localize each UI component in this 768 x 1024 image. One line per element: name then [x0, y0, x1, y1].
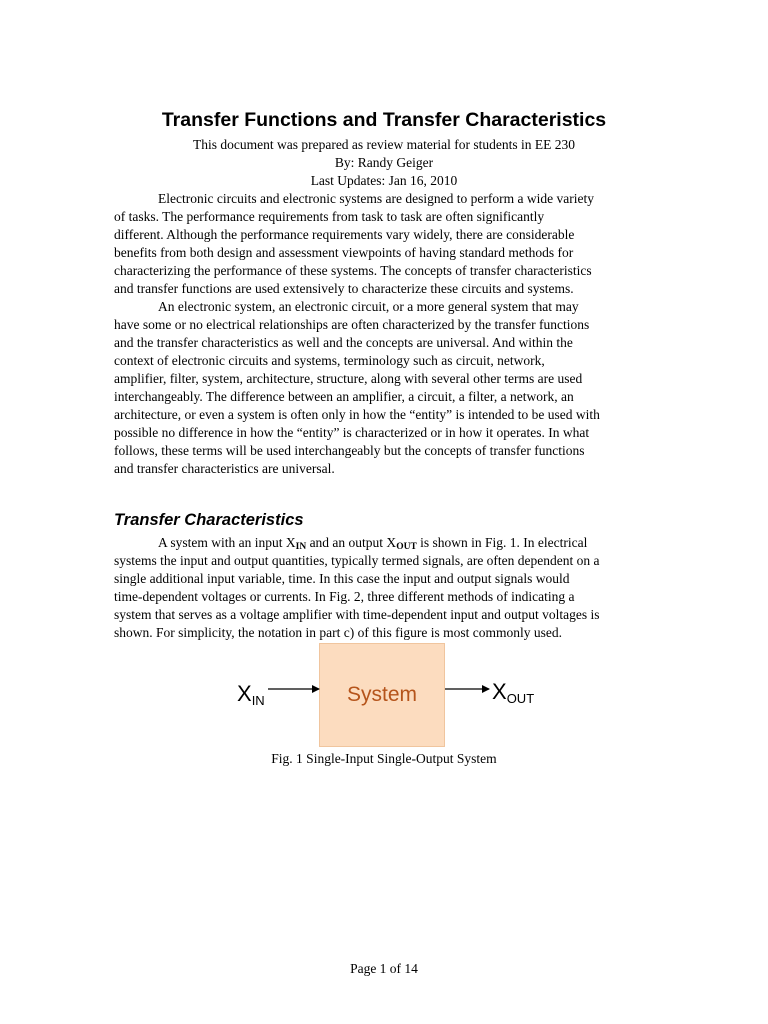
text-line: context of electronic circuits and systems, terminology such as circuit, network, [114, 353, 545, 368]
input-subscript: IN [295, 542, 307, 552]
text-line: An electronic system, an electronic circuit, or a more general system that may [158, 299, 579, 314]
system-block [319, 643, 445, 747]
input-variable: X [237, 681, 252, 706]
output-subscript: OUT [396, 542, 417, 552]
page-number: Page 1 of 14 [350, 961, 418, 976]
text-line: architecture, or even a system is often only in how the “entity” is intended to be used with [114, 407, 600, 422]
section-paragraph [114, 534, 656, 642]
input-signal-label [237, 682, 265, 706]
text-run: is shown in Fig. 1. In electrical [416, 535, 588, 550]
text-line: have some or no electrical relationships are often characterized by the transfer functions [114, 317, 590, 332]
text-line: time-dependent voltages or currents. In Fig. 2, three different methods of indicating a [114, 589, 575, 604]
text-line: system that serves as a voltage amplifier with time-dependent input and output voltages is [114, 607, 600, 622]
output-signal-label [492, 680, 534, 704]
text-line: possible no difference in how the “entity” is characterized or in how it operates. In what [114, 425, 590, 440]
text-line [114, 534, 656, 552]
document-title: Transfer Functions and Transfer Characteristics [161, 109, 607, 131]
text-line: single additional input variable, time. In this case the input and output signals would [114, 571, 570, 586]
text-line: Electronic circuits and electronic systems are designed to perform a wide variety [158, 191, 594, 206]
output-variable: X [492, 679, 507, 704]
input-label-subscript: IN [251, 693, 265, 708]
text-line: systems the input and output quantities, typically termed signals, are often dependent on a [114, 553, 600, 568]
meta-updated: Last Updates: Jan 16, 2010 [310, 173, 458, 188]
output-label-subscript: OUT [506, 691, 535, 706]
text-line: and the transfer characteristics as well and the concepts are universal. And within the [114, 335, 573, 350]
intro-paragraph-2 [114, 298, 656, 478]
text-line: characterizing the performance of these systems. The concepts of transfer characteristics [114, 263, 592, 278]
figure-caption: Fig. 1 Single-Input Single-Output System [271, 751, 497, 766]
section-heading: Transfer Characteristics [114, 511, 304, 529]
meta-purpose: This document was prepared as review material for students in EE 230 [192, 137, 575, 152]
intro-paragraph-1 [114, 190, 656, 298]
text-line: shown. For simplicity, the notation in part c) of this figure is most commonly used. [114, 625, 562, 640]
system-label: System [346, 683, 417, 706]
text-run: and an output X [306, 535, 397, 550]
text-line: of tasks. The performance requirements from task to task are often significantly [114, 209, 545, 224]
document-meta [0, 136, 768, 190]
text-line: interchangeably. The difference between an amplifier, a circuit, a filter, a network, an [114, 389, 574, 404]
text-line: and transfer characteristics are universal. [114, 461, 335, 476]
text-line: follows, these terms will be used interchangeably but the concepts of transfer functions [114, 443, 585, 458]
text-line: benefits from both design and assessment viewpoints of having standard methods for [114, 245, 574, 260]
meta-author: By: Randy Geiger [334, 155, 434, 170]
text-line: amplifier, filter, system, architecture, structure, along with several other terms are used [114, 371, 583, 386]
text-line: different. Although the performance requirements vary widely, there are considerable [114, 227, 575, 242]
text-line: and transfer functions are used extensively to characterize these circuits and systems. [114, 281, 574, 296]
text-run: A system with an input X [158, 535, 296, 550]
